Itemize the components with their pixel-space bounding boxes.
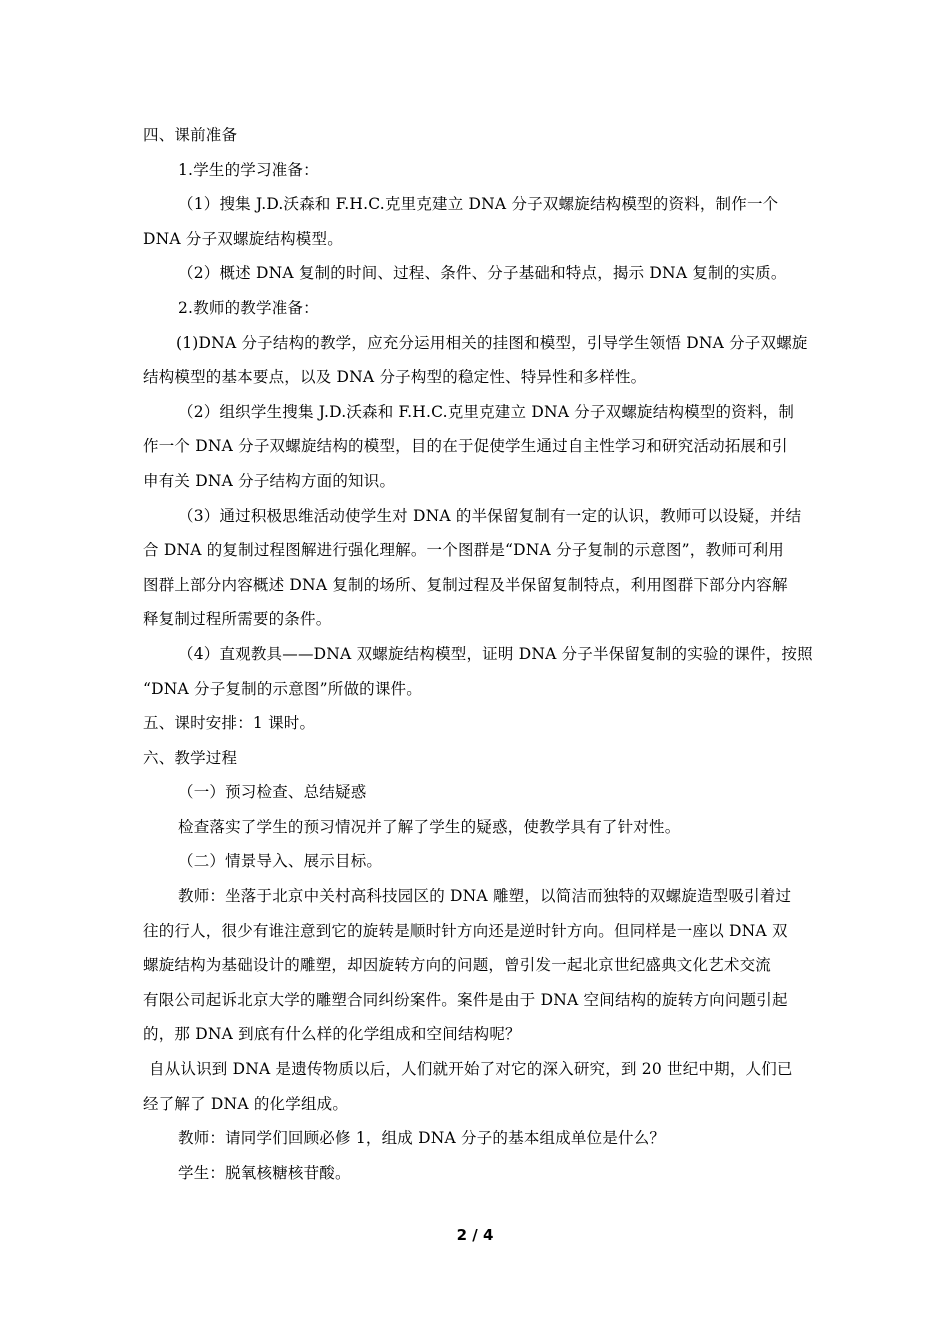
document-body bbox=[143, 118, 811, 1190]
paragraph-line: 检查落实了学生的预习情况并了解了学生的疑惑，使教学具有了针对性。 bbox=[178, 817, 681, 836]
paragraph-line: 合 DNA 的复制过程图解进行强化理解。一个图群是“DNA 分子复制的示意图”，教师可利用 bbox=[143, 541, 784, 560]
section-heading: 五、课时安排：1 课时。 bbox=[143, 714, 316, 733]
paragraph-line: 释复制过程所需要的条件。 bbox=[143, 610, 332, 629]
paragraph-line: 申有关 DNA 分子结构方面的知识。 bbox=[143, 471, 396, 490]
paragraph-line: 结构模型的基本要点，以及 DNA 分子构型的稳定性、特异性和多样性。 bbox=[143, 368, 647, 387]
paragraph-line: （3）通过积极思维活动使学生对 DNA 的半保留复制有一定的认识，教师可以设疑，并结 bbox=[178, 506, 802, 525]
subheading: 1.学生的学习准备： bbox=[178, 160, 319, 179]
paragraph-line: 作一个 DNA 分子双螺旋结构的模型，目的在于促使学生通过自主性学习和研究活动拓展和引 bbox=[143, 437, 788, 456]
paragraph-line: 自从认识到 DNA 是遗传物质以后，人们就开始了对它的深入研究，到 20 世纪中期，人们已 bbox=[149, 1060, 793, 1079]
subheading: （一）预习检查、总结疑惑 bbox=[178, 783, 367, 802]
paragraph-line: （2）组织学生搜集 J.D.沃森和 F.H.C.克里克建立 DNA 分子双螺旋结构模型的资料，制 bbox=[178, 402, 795, 421]
paragraph-line: (1)DNA 分子结构的教学，应充分运用相关的挂图和模型，引导学生领悟 DNA 分子双螺旋 bbox=[176, 333, 808, 352]
subheading: （二）情景导入、展示目标。 bbox=[178, 852, 383, 871]
paragraph-line: 教师：坐落于北京中关村高科技园区的 DNA 雕塑，以简洁而独特的双螺旋造型吸引着过 bbox=[178, 887, 792, 906]
section-heading: 六、教学过程 bbox=[143, 748, 238, 767]
paragraph-line: （4）直观教具——DNA 双螺旋结构模型，证明 DNA 分子半保留复制的实验的课件，按照 bbox=[178, 644, 813, 663]
paragraph-line: 图群上部分内容概述 DNA 复制的场所、复制过程及半保留复制特点，利用图群下部分内容解 bbox=[143, 575, 788, 594]
paragraph-line: DNA 分子双螺旋结构模型。 bbox=[143, 229, 343, 248]
section-heading: 四、课前准备 bbox=[143, 126, 238, 144]
paragraph-line: 有限公司起诉北京大学的雕塑合同纠纷案件。案件是由于 DNA 空间结构的旋转方向问题引起 bbox=[143, 990, 788, 1009]
page-number: 2 / 4 bbox=[456, 1226, 494, 1244]
paragraph-line: 螺旋结构为基础设计的雕塑，却因旋转方向的问题，曾引发一起北京世纪盛典文化艺术交流 bbox=[143, 956, 772, 975]
paragraph-line: 教师：请同学们回顾必修 1，组成 DNA 分子的基本组成单位是什么？ bbox=[178, 1129, 666, 1148]
paragraph-line: 经了解了 DNA 的化学组成。 bbox=[143, 1094, 349, 1113]
paragraph-line: （2）概述 DNA 复制的时间、过程、条件、分子基础和特点，揭示 DNA 复制的实质。 bbox=[178, 264, 787, 283]
paragraph-line: 的，那 DNA 到底有什么样的化学组成和空间结构呢？ bbox=[143, 1025, 521, 1044]
paragraph-line: 往的行人，很少有谁注意到它的旋转是顺时针方向还是逆时针方向。但同样是一座以 DNA 双 bbox=[143, 921, 788, 940]
paragraph-line: （1）搜集 J.D.沃森和 F.H.C.克里克建立 DNA 分子双螺旋结构模型的资料，制作一个 bbox=[178, 195, 779, 214]
paragraph-line: “DNA 分子复制的示意图”所做的课件。 bbox=[143, 679, 422, 698]
subheading: 2.教师的教学准备： bbox=[178, 298, 319, 317]
paragraph-line: 学生：脱氧核糖核苷酸。 bbox=[178, 1163, 351, 1182]
